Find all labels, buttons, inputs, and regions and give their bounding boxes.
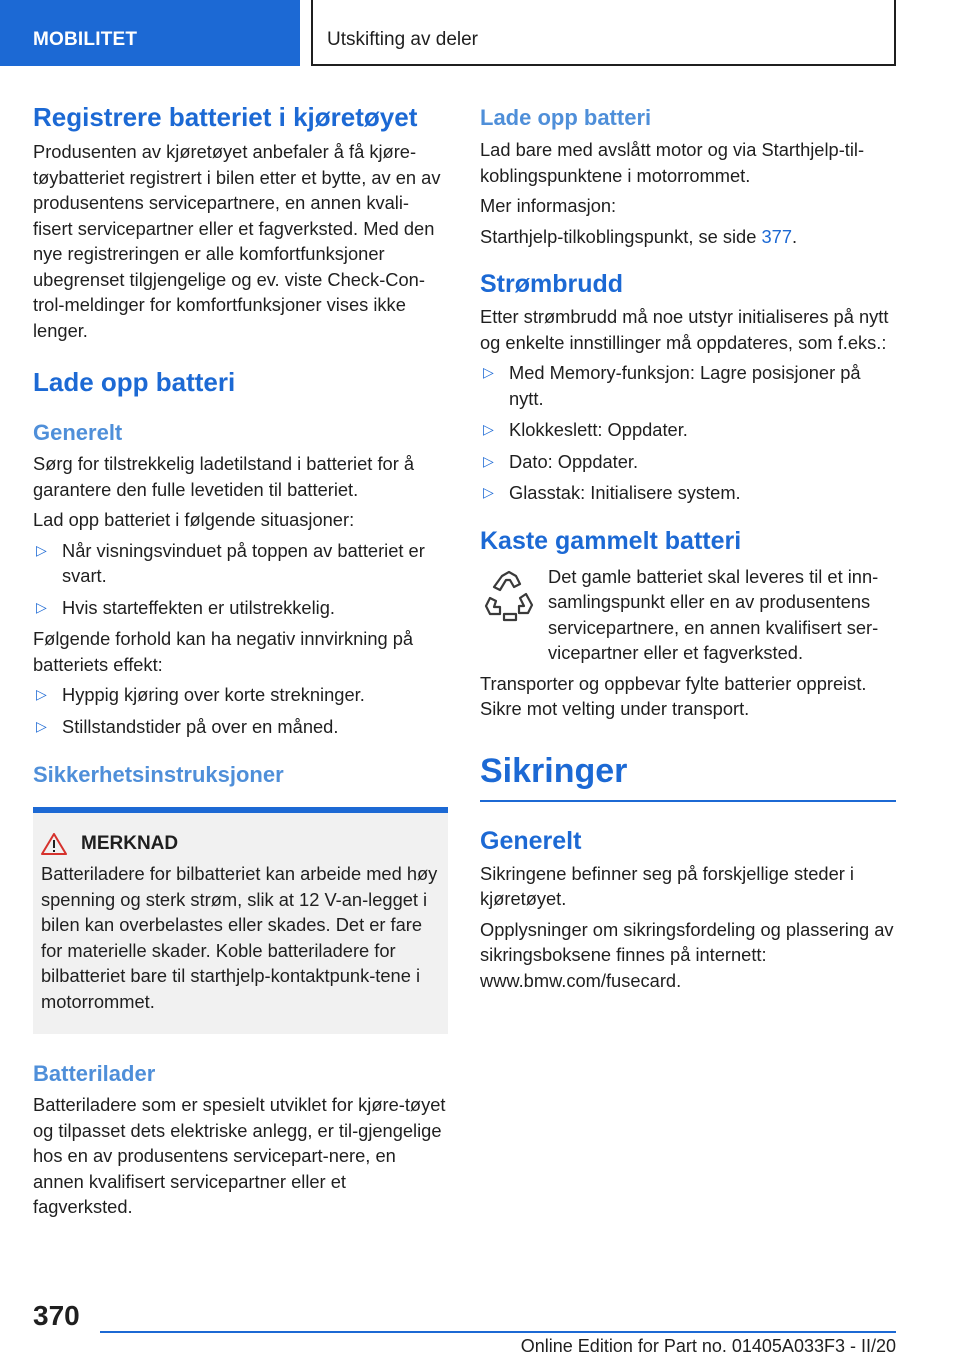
paragraph-general-1: Sørg for tilstrekkelig ladetilstand i batteriet for å garantere den fulle levetiden til batteriet. <box>33 453 415 500</box>
triangle-bullet-icon: ▷ <box>483 421 494 437</box>
heading-charge-battery: Lade opp batteri <box>33 367 236 397</box>
paragraph-charger: Batteriladere som er spesielt utviklet for kjøre-tøyet og tilpasset dets elektriske anlegg, er til-gjengelige hos en av produsentens servicepart-nere, en annen kvalifisert servicepartner eller et fagverksted. <box>33 1094 446 1217</box>
triangle-bullet-icon: ▷ <box>36 686 47 702</box>
triangle-bullet-icon: ▷ <box>483 484 494 500</box>
paragraph-reference: Starthjelp-tilkoblingspunkt, se side 377. <box>480 225 798 247</box>
paragraph-transport: Transporter og oppbevar fylte batterier oppreist. Sikre mot velting under transport. <box>480 672 867 719</box>
list-item: ▷ Klokkeslett: Oppdater. <box>480 417 896 443</box>
list-item: ▷ Hvis starteffekten er utilstrekkelig. <box>33 595 448 621</box>
list-item: ▷ Med Memory-funksjon: Lagre posisjoner på nytt. <box>483 362 861 409</box>
bullet-list-2 <box>33 682 448 739</box>
bullet-list-power <box>480 360 896 506</box>
page-header <box>0 0 960 66</box>
triangle-bullet-icon: ▷ <box>36 717 47 734</box>
section-title: MOBILITET <box>0 0 300 66</box>
notice-header <box>41 833 440 855</box>
list-item: ▷ Glasstak: Initialisere system. <box>480 480 896 506</box>
paragraph-more-info: Mer informasjon: <box>480 195 617 216</box>
warning-triangle-icon <box>41 833 67 855</box>
notice-box <box>33 807 448 1034</box>
paragraph-fuses-2: Opplysninger om sikringsfordeling og plassering av sikringsboksene finnes på internett: www.bmw.com/fusecard. <box>480 918 894 991</box>
heading-fuses-general: Generelt <box>480 826 582 855</box>
paragraph-dispose: Det gamle batteriet skal leveres til et inn-samlingspunkt eller en av produsentens servicepartnere, en annen kvalifisert ser-vicepartner eller et fagverksted. <box>548 565 879 663</box>
paragraph-register: Produsenten av kjøretøyet anbefaler å få kjøre-tøybatteriet registrert i bilen etter et bytte, av en av produsentens servicepartnere, en annen kvali-fisert servicepartner eller et fagverksted. Med den nye registreringen er alle komfortfunksjoner ubegrenset tilgjengelige og ev. viste Check-Con-trol-meldinger for komfortfunksjoner vises ikke lenger. <box>33 141 441 341</box>
list-item: ▷ Stillstandstider på over en måned. <box>33 714 448 740</box>
heading-charger: Batterilader <box>33 1061 156 1086</box>
recycle-icon <box>480 568 538 626</box>
triangle-bullet-icon: ▷ <box>36 541 47 558</box>
page-number: 370 <box>33 1300 80 1331</box>
paragraph-general-3: Følgende forhold kan ha negativ innvirkning på batteriets effekt: <box>33 628 414 675</box>
paragraph-general-2: Lad opp batteriet i følgende situasjoner: <box>33 509 355 530</box>
page-link[interactable]: 377 <box>761 225 792 247</box>
heading-general: Generelt <box>33 420 123 445</box>
triangle-bullet-icon: ▷ <box>36 598 47 615</box>
heading-fuses: Sikringer <box>480 750 896 802</box>
heading-dispose-battery: Kaste gammelt batteri <box>480 526 742 555</box>
heading-charge-right: Lade opp batteri <box>480 105 652 130</box>
dispose-block <box>480 564 896 666</box>
heading-safety: Sikkerhetsinstruksjoner <box>33 762 284 787</box>
heading-register-battery: Registrere batteriet i kjøretøyet <box>33 102 418 132</box>
paragraph-power-failure: Etter strømbrudd må noe utstyr initialiseres på nytt og enkelte innstillinger må oppdateres, som f.eks.: <box>480 306 889 353</box>
notice-text: Batteriladere for bilbatteriet kan arbeide med høy spenning og sterk strøm, slik at 12 V-an-legget i bilen kan overbelastes eller skades. Det er fare for materielle skader. Koble batteriladere for bilbatteriet bare til starthjelp-kontaktpunk-tene i motorrommet. <box>41 863 438 1012</box>
notice-title: MERKNAD <box>81 833 179 854</box>
heading-power-failure: Strømbrudd <box>480 270 624 298</box>
paragraph-fuses-1: Sikringene befinner seg på forskjellige steder i kjøretøyet. <box>480 862 854 909</box>
right-column <box>480 100 896 998</box>
list-item: ▷ Dato: Oppdater. <box>480 449 896 475</box>
bullet-list-1 <box>33 538 448 621</box>
triangle-bullet-icon: ▷ <box>483 364 494 380</box>
paragraph-charge-right: Lad bare med avslått motor og via Starthjelp-til-koblingspunktene i motorrommet. <box>480 139 865 186</box>
triangle-bullet-icon: ▷ <box>483 452 494 469</box>
list-item: ▷ Hyppig kjøring over korte strekninger. <box>33 682 448 708</box>
left-column <box>33 100 448 1225</box>
footer-divider <box>100 1331 896 1333</box>
chapter-title: Utskifting av deler <box>311 0 896 66</box>
footer-edition: Online Edition for Part no. 01405A033F3 - II/20 <box>520 1336 896 1356</box>
list-item: ▷ Når visningsvinduet på toppen av batteriet er svart. <box>36 539 425 586</box>
